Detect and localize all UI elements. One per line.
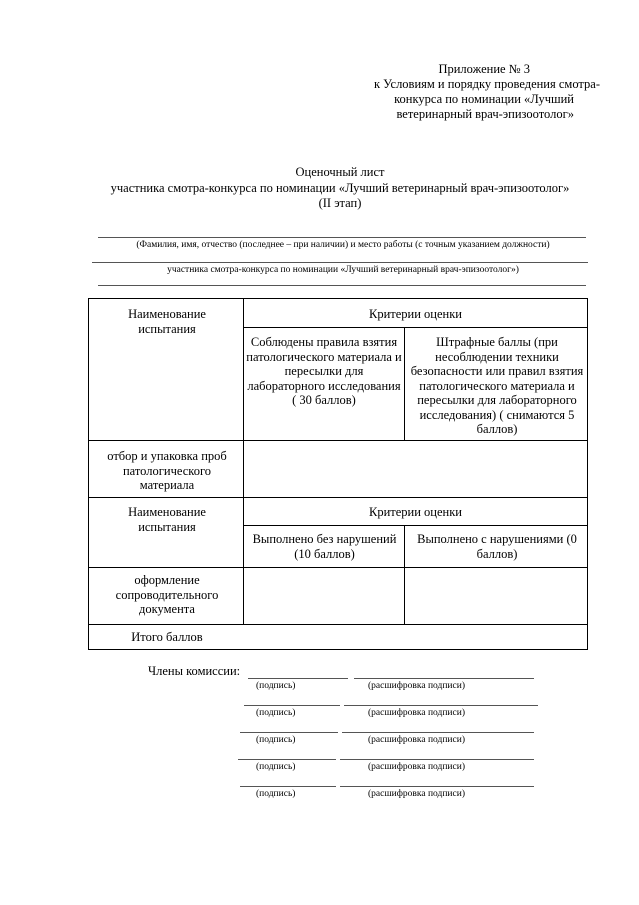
decoding-line[interactable]	[340, 786, 534, 787]
appendix-line-3: конкурса по номинации «Лучший	[394, 92, 574, 106]
header2-criteria: Критерии оценки	[369, 505, 462, 519]
total-value[interactable]	[244, 625, 588, 649]
row2-col1-value[interactable]	[244, 568, 404, 624]
row2-col2-value[interactable]	[405, 568, 588, 624]
table-hline-criteria2	[243, 525, 588, 526]
participant-caption: участника смотра-конкурса по номинации «Лучший ветеринарный врач-эпизоотолог»)	[167, 265, 519, 275]
signature-line[interactable]	[240, 786, 336, 787]
decoding-caption: (расшифровка подписи)	[368, 708, 465, 718]
evaluation-table	[88, 298, 588, 650]
decoding-caption: (расшифровка подписи)	[368, 789, 465, 799]
document-subtitle: участника смотра-конкурса по номинации «Лучший ветеринарный врач-эпизоотолог»	[110, 181, 570, 195]
appendix-header	[340, 62, 600, 122]
decoding-caption: (расшифровка подписи)	[368, 735, 465, 745]
header1-criteria: Критерии оценки	[369, 307, 462, 321]
appendix-line-2: к Условиям и порядку проведения смотра-	[373, 77, 600, 91]
appendix-number: Приложение № 3	[438, 62, 530, 76]
decoding-caption: (расшифровка подписи)	[368, 762, 465, 772]
appendix-line-4: ветеринарный врач-эпизоотолог»	[396, 107, 574, 121]
decoding-line[interactable]	[342, 732, 534, 733]
row1-test: отбор и упаковка проб патологического материала	[107, 449, 227, 492]
signature-caption: (подпись)	[256, 762, 296, 772]
document-stage: (II этап)	[318, 196, 362, 210]
header2-col1: Выполнено без нарушений (10 баллов)	[252, 532, 397, 561]
decoding-line[interactable]	[340, 759, 534, 760]
row2-test: оформление сопроводительного документа	[115, 573, 219, 616]
decoding-caption: (расшифровка подписи)	[368, 681, 465, 691]
decoding-line[interactable]	[354, 678, 534, 679]
row1-col1-value[interactable]	[244, 441, 404, 497]
name-fill-line[interactable]	[98, 237, 586, 238]
header1-col1: Соблюдены правила взятия патологического материала и пересылки для лабораторного исследования ( 30 баллов)	[246, 335, 402, 407]
header2-test-name: Наименование испытания	[128, 505, 206, 534]
table-vline-sub1	[404, 327, 405, 440]
signature-caption: (подпись)	[256, 735, 296, 745]
table-hline-2	[89, 497, 588, 498]
decoding-line[interactable]	[344, 705, 538, 706]
participant-fill-line[interactable]	[92, 262, 588, 263]
header1-test-name: Наименование испытания	[128, 307, 206, 336]
signature-caption: (подпись)	[256, 708, 296, 718]
signature-caption: (подпись)	[256, 681, 296, 691]
blank-fill-line	[98, 285, 586, 286]
table-hline-criteria1	[243, 327, 588, 328]
header2-col2: Выполнено с нарушениями (0 баллов)	[417, 532, 577, 561]
commission-label: Члены комиссии:	[148, 664, 241, 678]
signature-caption: (подпись)	[256, 789, 296, 799]
document-title: Оценочный лист	[295, 165, 385, 179]
name-caption: (Фамилия, имя, отчество (последнее – при наличии) и место работы (с точным указанием должности)	[136, 240, 550, 250]
header1-col2: Штрафные баллы (при несоблюдении техники безопасности или правил взятия патологического материала и пересылки для лабораторного исследования) ( снимаются 5 баллов)	[410, 335, 584, 436]
total-label: Итого баллов	[131, 630, 203, 644]
row1-col2-value[interactable]	[405, 441, 588, 497]
signature-line[interactable]	[248, 678, 348, 679]
signature-line[interactable]	[240, 732, 338, 733]
signature-line[interactable]	[238, 759, 336, 760]
signature-line[interactable]	[244, 705, 340, 706]
